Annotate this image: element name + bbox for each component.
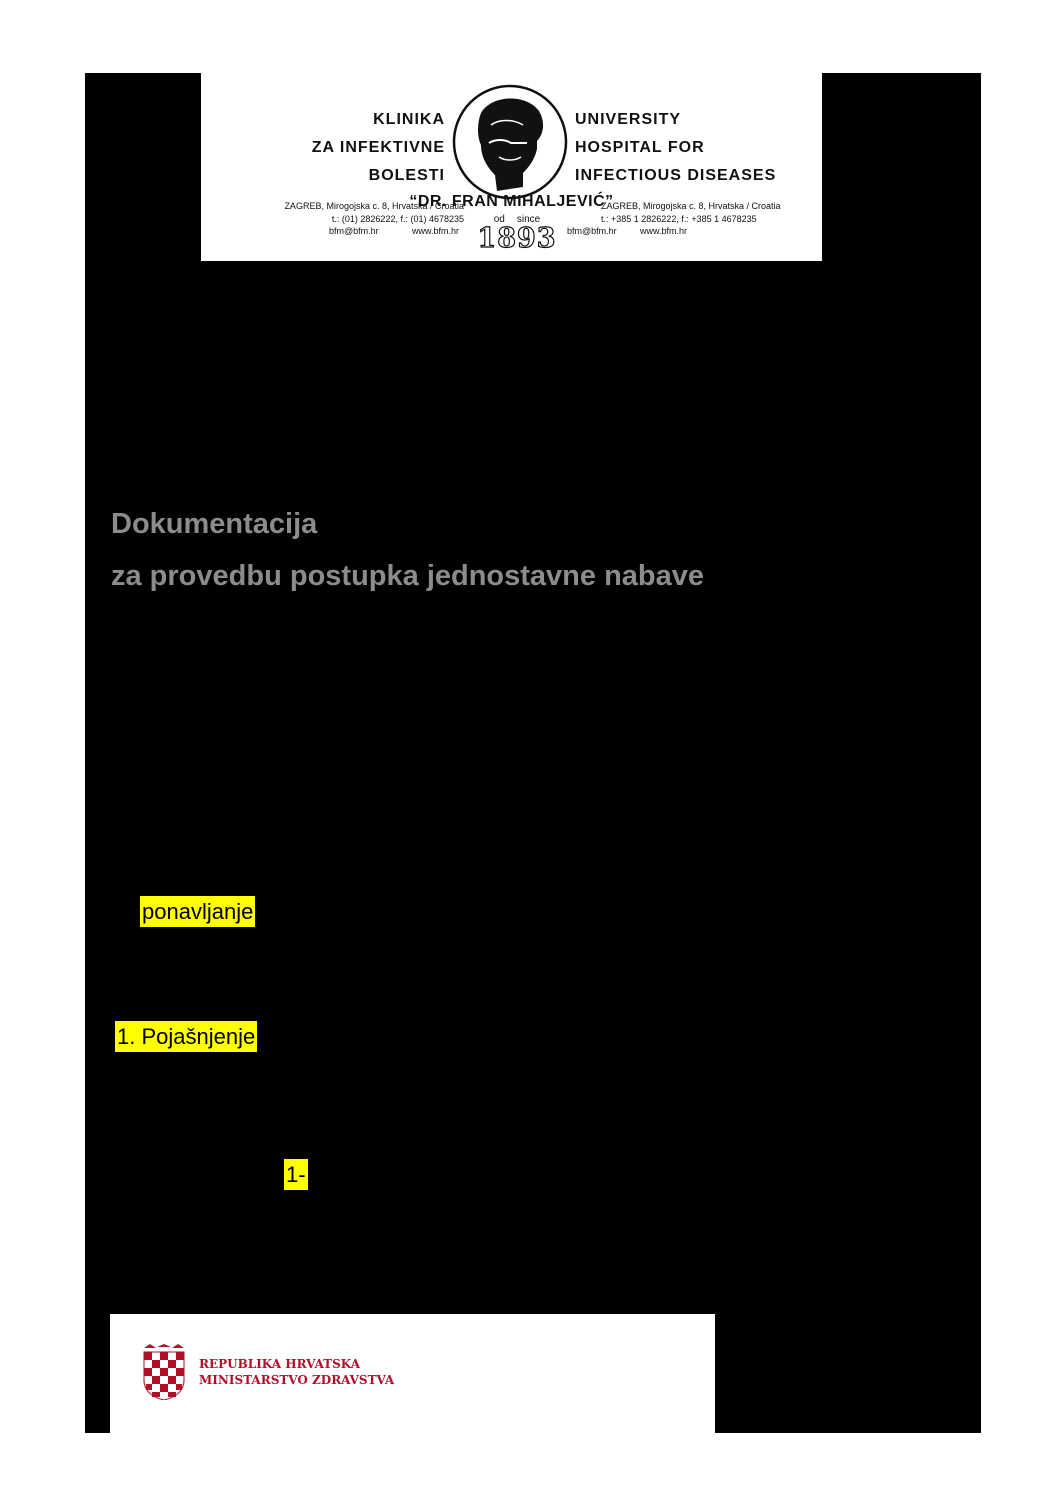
email-right: bfm@bfm.hr bbox=[567, 226, 617, 236]
ministry-line-1: REPUBLIKA HRVATSKA bbox=[199, 1357, 360, 1371]
logo-line: UNIVERSITY bbox=[575, 111, 682, 128]
logo-line: INFECTIOUS DISEASES bbox=[575, 167, 777, 184]
web-left: www.bfm.hr bbox=[412, 226, 460, 236]
ministry-logo-footer bbox=[110, 1314, 715, 1433]
logo-line: ZA INFEKTIVNE bbox=[311, 139, 445, 156]
since-hr: od bbox=[493, 214, 505, 225]
ministry-line-2: MINISTARSTVO ZDRAVSTVA bbox=[199, 1373, 395, 1387]
founding-year: 1893 bbox=[477, 223, 557, 254]
logo-line: HOSPITAL FOR bbox=[575, 139, 705, 156]
document-title bbox=[111, 498, 704, 602]
logo-line: BOLESTI bbox=[368, 167, 445, 184]
highlight-number: 1- bbox=[284, 1159, 308, 1190]
title-line-2: za provedbu postupka jednostavne nabave bbox=[111, 560, 705, 592]
hospital-namesake: “DR. FRAN MIHALJEVIĆ” bbox=[409, 193, 614, 210]
highlight-repeat: ponavljanje bbox=[140, 896, 255, 927]
email-left: bfm@bfm.hr bbox=[329, 226, 379, 236]
since-en: since bbox=[516, 214, 541, 225]
hospital-logo-header bbox=[201, 73, 822, 261]
address-line: ZAGREB, Mirogojska c. 8, Hrvatska / Croatia bbox=[601, 201, 781, 211]
logo-line: KLINIKA bbox=[373, 111, 445, 128]
address-line: ZAGREB, Mirogojska c. 8, Hrvatska / Croatia bbox=[284, 201, 464, 211]
redacted-cover-background bbox=[85, 73, 981, 1433]
hospital-name-english bbox=[575, 106, 776, 190]
ministry-name bbox=[199, 1356, 394, 1388]
web-right: www.bfm.hr bbox=[640, 226, 688, 236]
highlight-clarification: 1. Pojašnjenje bbox=[115, 1021, 257, 1052]
croatian-coat-of-arms-icon bbox=[142, 1344, 186, 1400]
phone-line: t.: (01) 2826222, f.: (01) 4678235 bbox=[331, 214, 464, 224]
address-right bbox=[601, 200, 811, 226]
address-left bbox=[229, 200, 464, 226]
title-line-1: Dokumentacija bbox=[111, 508, 318, 540]
phone-line: t.: +385 1 2826222, f.: +385 1 4678235 bbox=[601, 214, 757, 224]
hospital-name-croatian bbox=[312, 106, 445, 190]
portrait-emblem-icon bbox=[451, 83, 569, 201]
